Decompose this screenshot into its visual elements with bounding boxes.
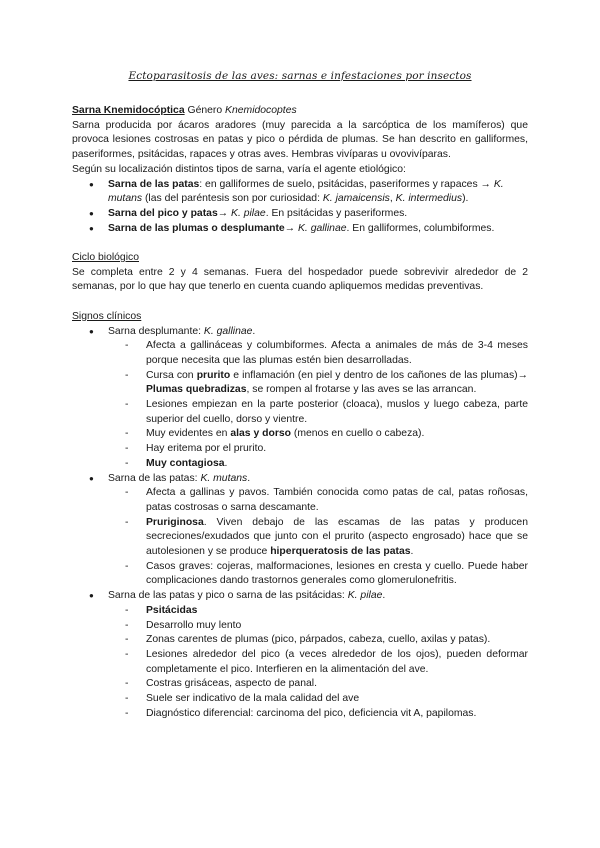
section-heading-ciclo: Ciclo biológico xyxy=(72,252,139,264)
section-heading-sarna: Sarna Knemidocóptica Género Knemidocoptes xyxy=(72,105,297,116)
paragraph-intro: Según su localización distintos tipos de sarna, varía el agente etiológico: xyxy=(72,163,406,175)
list-item: - Pruriginosa. Viven debajo de las escamas de las patas y producen secreciones/exudados que junto con el prurito (aspecto engrosado) hace que se autolesionen y se produce hiperqueratosis de las patas. xyxy=(108,516,528,560)
sublist-desplumante xyxy=(108,339,528,471)
list-item: - Desarrollo muy lento xyxy=(108,619,528,634)
list-item: - Costras grisáceas, aspecto de panal. xyxy=(108,677,528,692)
list-item: - Diagnóstico diferencial: carcinoma del pico, deficiencia vit A, papilomas. xyxy=(108,707,528,722)
list-item: ● Sarna de las patas: en galliformes de suelo, psitácidas, paseriformes y rapaces → K. mutans (las del paréntesis son por curiosidad: K. jamaicensis, K. intermedius). xyxy=(72,178,528,207)
list-item: ● Sarna de las plumas o desplumante→ K. gallinae. En galliformes, columbiformes. xyxy=(72,222,528,237)
list-item: - Psitácidas xyxy=(108,604,528,619)
document-title: Ectoparasitosis de las aves: sarnas e infestaciones por insectos xyxy=(128,70,472,82)
sublist-patas xyxy=(108,486,528,589)
sublist-psitacidas xyxy=(108,604,528,722)
document-body xyxy=(72,104,528,722)
list-item: - Afecta a gallinas y pavos. También conocida como patas de cal, patas roñosas, patas costrosas o sarna descamante. xyxy=(108,486,528,515)
list-item: - Muy evidentes en alas y dorso (menos en cuello o cabeza). xyxy=(108,427,528,442)
list-item: - Cursa con prurito e inflamación (en piel y dentro de los cañones de las plumas)→ Plumas quebradizas, se rompen al frotarse y las aves se las arrancan. xyxy=(108,369,528,398)
list-item: ● Sarna del pico y patas→ K. pilae. En psitácidas y paseriformes. xyxy=(72,207,528,222)
list-item: - Muy contagiosa. xyxy=(108,457,528,472)
list-item-patas: ● Sarna de las patas: K. mutans. - Afecta a gallinas y pavos. También conocida como patas de cal, patas roñosas, patas costrosas o sarna descamante. - Pruriginosa. Viven debajo de las escamas de las patas y producen secreciones/exudados que junto con el prurito (aspecto engrosado) hace que se autolesionen y se produce hiperqueratosis de las patas. - Casos graves: cojeras, malformaciones, lesiones en cresta y cuello. Puede haber complicaciones dando trastornos generales como glomerulonefritis. xyxy=(72,472,528,590)
paragraph-description: Sarna producida por ácaros aradores (muy parecida a la sarcóptica de los mamíferos) que provoca lesiones costrosas en patas y pico o pérdida de plumas. Se han descrito en galliformes, paseriformes, psitácidas, rapaces y otras aves. Hembras vivíparas u ovovivíparas. xyxy=(72,119,528,161)
paragraph-ciclo: Se completa entre 2 y 4 semanas. Fuera del hospedador puede sobrevivir alrededor de 2 semanas, por lo que hay que tenerlo en cuenta cuando apliquemos medidas preventivas. xyxy=(72,266,528,293)
sarna-types-list xyxy=(72,178,528,237)
list-item: - Casos graves: cojeras, malformaciones, lesiones en cresta y cuello. Puede haber complicaciones dando trastornos generales como glomerulonefritis. xyxy=(108,560,528,589)
list-item-psitacidas: ● Sarna de las patas y pico o sarna de las psitácidas: K. pilae. - Psitácidas - Desarrollo muy lento - Zonas carentes de plumas (pico, párpados, cabeza, cuello, axilas y patas). - Lesiones alrededor del pico (a veces alrededor de los ojos), pueden deformar completamente el pico. Interfieren en la alimentación del ave. - Costras grisáceas, aspecto de panal. - Suele ser indicativo de la mala calidad del ave - Diagnóstico diferencial: carcinoma del pico, deficiencia vit A, papilomas. xyxy=(72,589,528,721)
list-item: - Hay eritema por el prurito. xyxy=(108,442,528,457)
list-item: - Lesiones alrededor del pico (a veces alrededor de los ojos), pueden deformar completamente el pico. Interfieren en la alimentación del ave. xyxy=(108,648,528,677)
list-item: - Lesiones empiezan en la parte posterior (cloaca), muslos y luego cabeza, parte superior del cuello, dorso y vientre. xyxy=(108,398,528,427)
list-item: - Zonas carentes de plumas (pico, párpados, cabeza, cuello, axilas y patas). xyxy=(108,633,528,648)
signos-list xyxy=(72,325,528,722)
section-heading-signos: Signos clínicos xyxy=(72,310,142,322)
list-item: - Suele ser indicativo de la mala calidad del ave xyxy=(108,692,528,707)
list-item-desplumante: ● Sarna desplumante: K. gallinae. - Afecta a gallináceas y columbiformes. Afecta a animales de más de 3-4 meses porque necesita que las plumas estén bien desarrolladas. - Cursa con prurito e inflamación (en piel y dentro de los cañones de las plumas)→ Plumas quebradizas, se rompen al frotarse y las aves se las arrancan. - Lesiones empiezan en la parte posterior (cloaca), muslos y luego cabeza, parte superior del cuello, dorso y vientre. - Muy evidentes en alas y dorso (menos en cuello o cabeza). - Hay eritema por el prurito. - Muy contagiosa. xyxy=(72,325,528,472)
list-item: - Afecta a gallináceas y columbiformes. Afecta a animales de más de 3-4 meses porque necesita que las plumas estén bien desarrolladas. xyxy=(108,339,528,368)
